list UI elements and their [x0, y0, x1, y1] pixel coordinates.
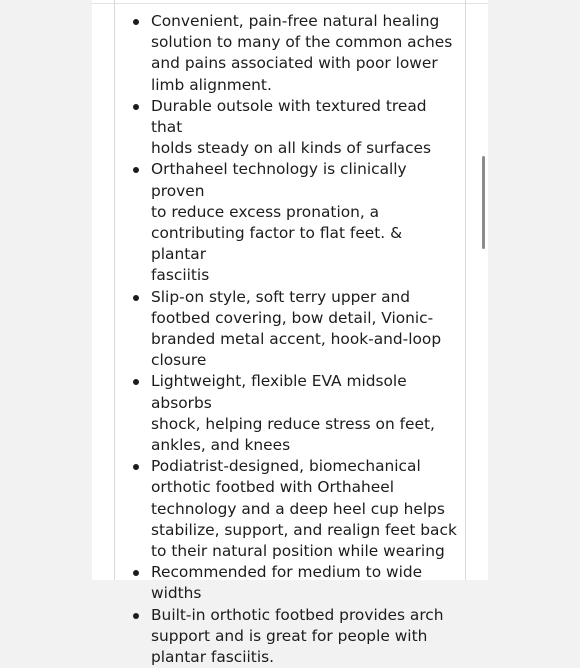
- description-panel: [92, 0, 488, 667]
- scrollbar-thumb[interactable]: [482, 156, 485, 249]
- list-item-text: Podiatrist-designed, biomechanical orthotic footbed with Orthaheel technology and a deep heel cup helps stabilize, support, and realign feet back to their natural position while wearing: [151, 457, 457, 561]
- bullet-dot-icon: [133, 379, 139, 385]
- list-item: [115, 96, 467, 160]
- list-item: [115, 456, 467, 562]
- list-item-text: Durable outsole with textured tread that holds steady on all kinds of surfaces: [151, 96, 432, 158]
- list-item: [115, 159, 467, 286]
- bullet-dot-icon: [133, 104, 139, 110]
- bullet-dot-icon: [133, 570, 139, 576]
- description-content[interactable]: [114, 0, 466, 667]
- list-item: [115, 562, 467, 604]
- list-item-text: Slip-on style, soft terry upper and footbed covering, bow detail, Vionic- branded metal accent, hook-and-loop closure: [151, 287, 442, 370]
- list-item-text: Built-in orthotic footbed provides arch support and is great for people with plantar fasciitis.: [151, 605, 444, 667]
- bullet-dot-icon: [133, 613, 139, 619]
- list-item-text: Orthaheel technology is clinically proven to reduce excess pronation, a contributing factor to flat feet. & plantar fasciitis: [151, 160, 407, 285]
- list-item-text: Lightweight, flexible EVA midsole absorbs shock, helping reduce stress on feet, ankles, and knees: [151, 372, 435, 455]
- list-item-text: Recommended for medium to wide widths: [151, 563, 423, 603]
- list-item: [115, 287, 467, 372]
- feature-list: [115, 11, 467, 668]
- bullet-dot-icon: [133, 19, 139, 25]
- list-item-text: Convenient, pain-free natural healing solution to many of the common aches and pains associated with poor lower limb alignment.: [151, 12, 453, 94]
- bullet-dot-icon: [133, 167, 139, 173]
- bullet-dot-icon: [133, 295, 139, 301]
- bullet-dot-icon: [133, 464, 139, 470]
- list-item: [115, 605, 467, 668]
- list-item: [115, 11, 467, 96]
- list-item: [115, 371, 467, 456]
